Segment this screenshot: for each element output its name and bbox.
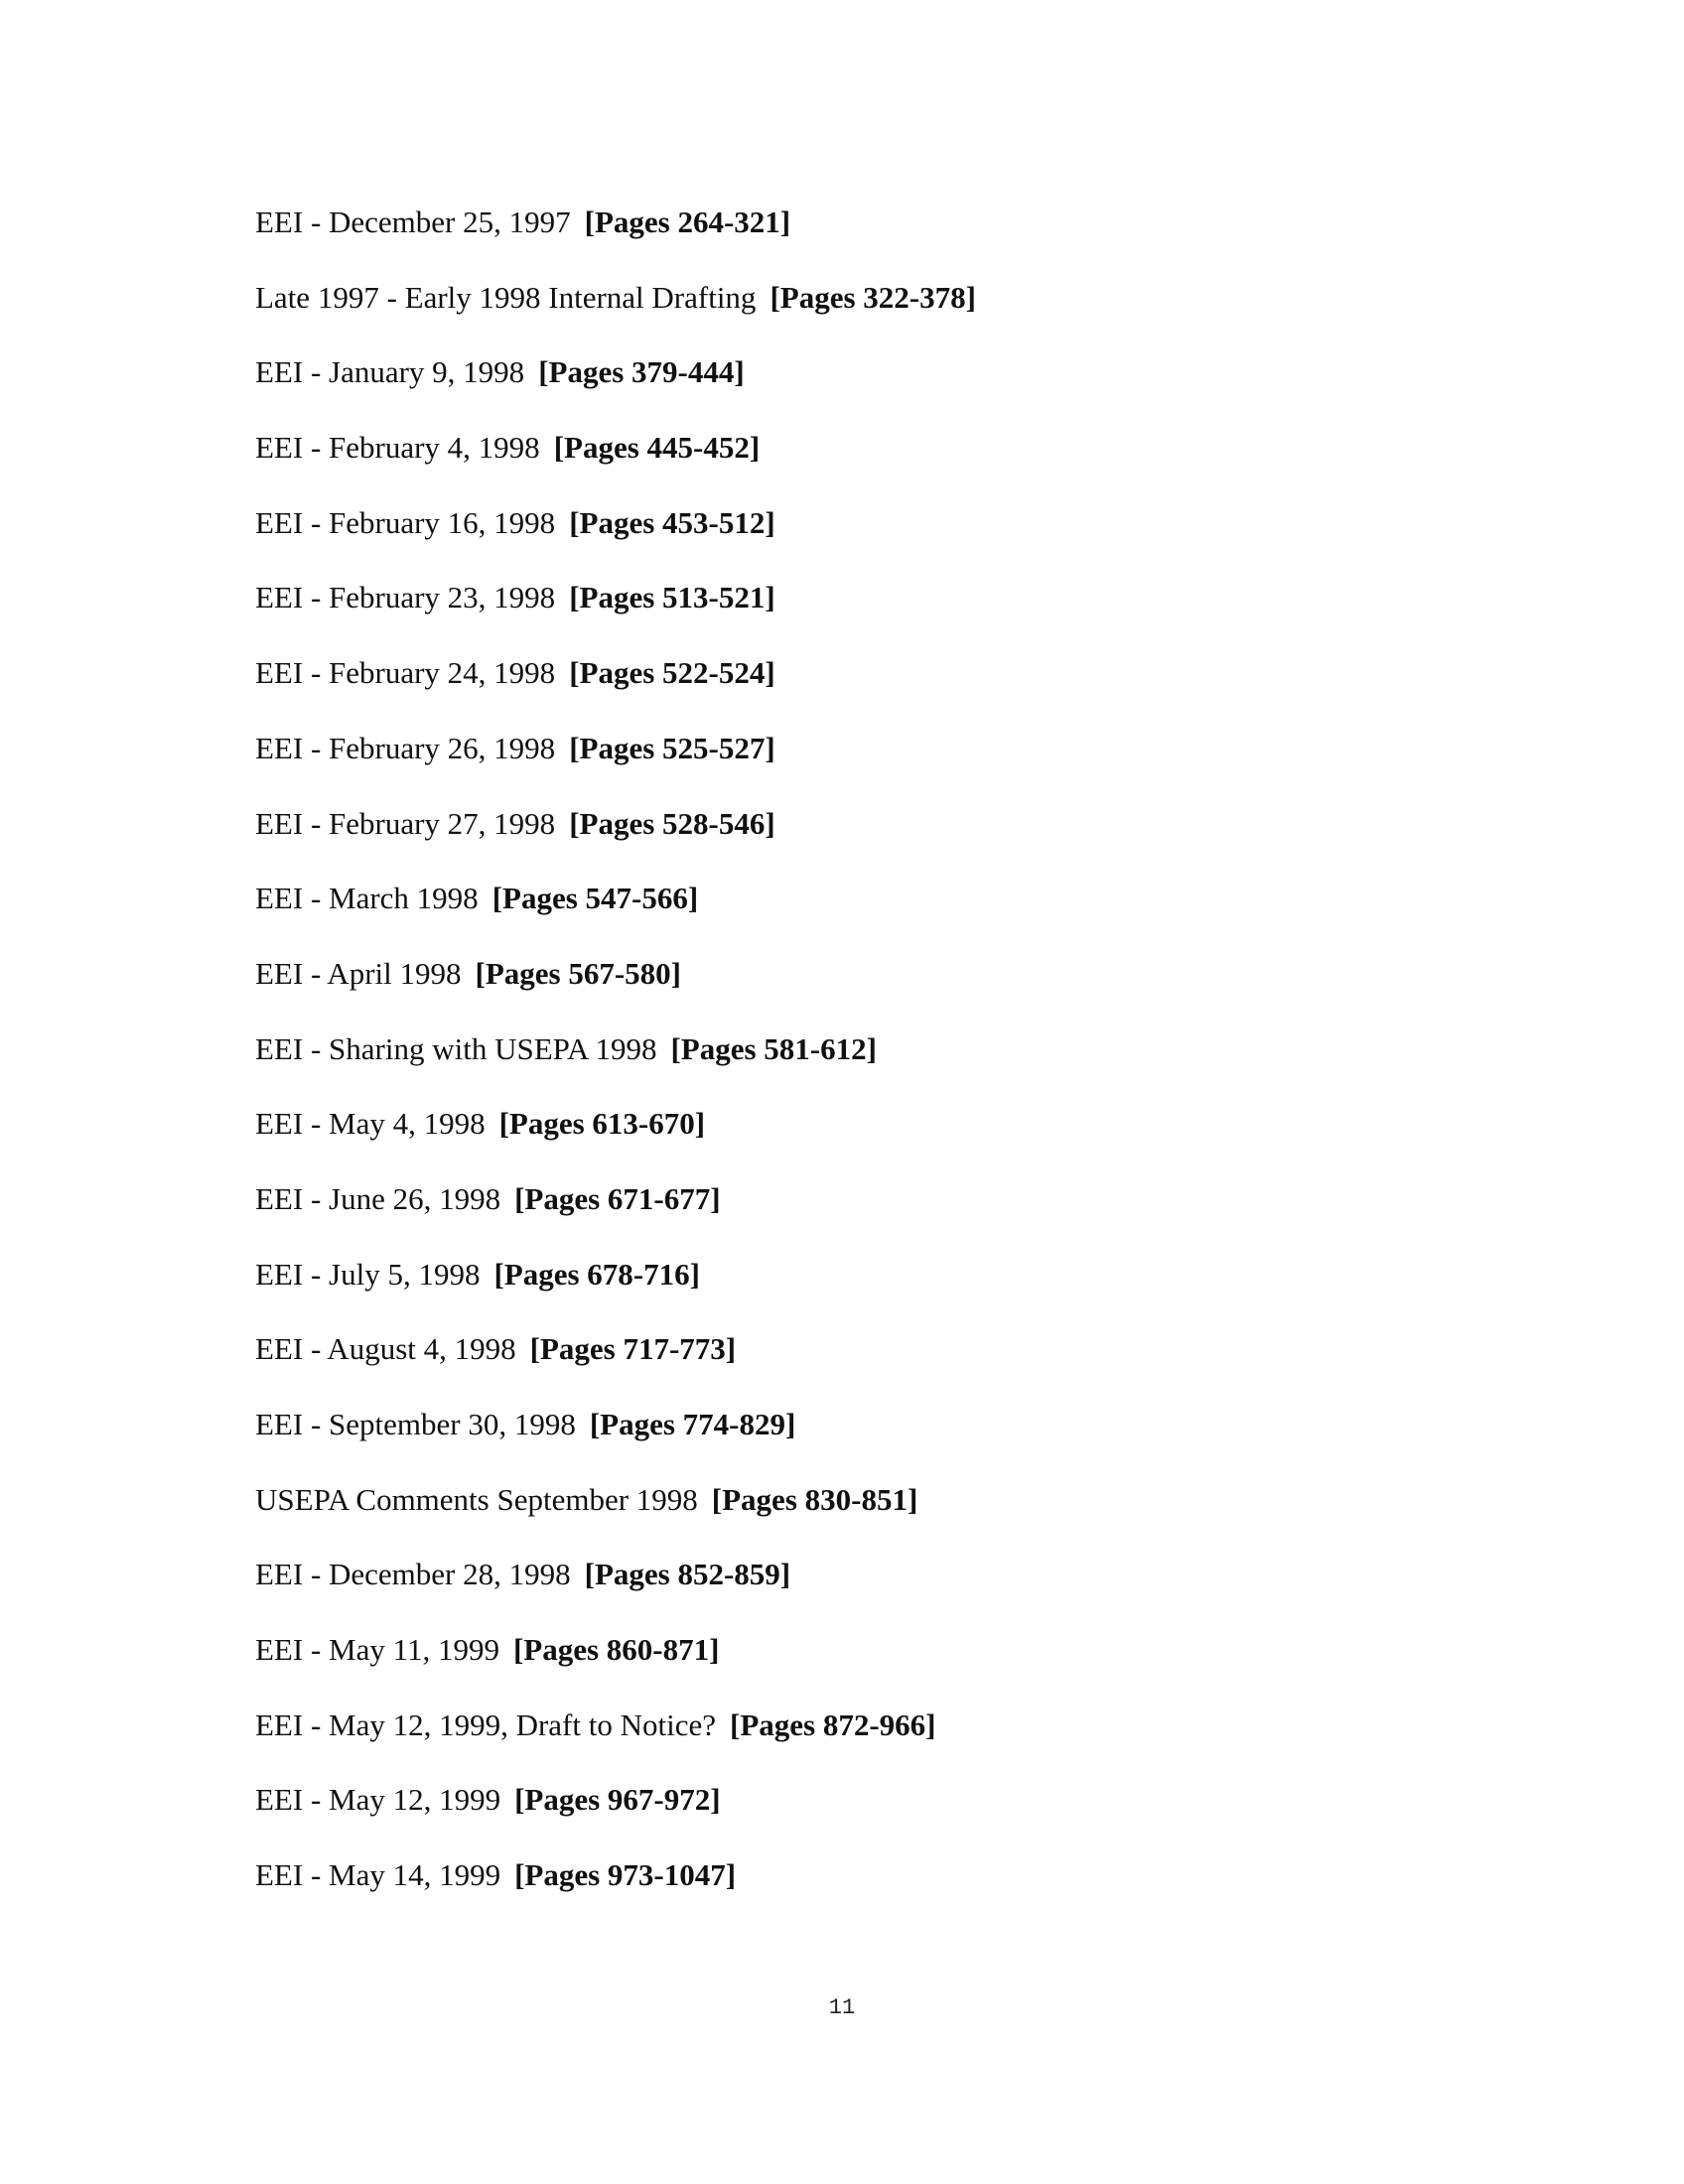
list-item	[255, 424, 1447, 499]
entry-label: EEI - January 9, 1998	[255, 354, 525, 390]
entry-label: EEI - May 12, 1999, Draft to Notice?	[255, 1706, 717, 1742]
entry-label: EEI - June 26, 1998	[255, 1180, 501, 1216]
list-item	[255, 1025, 1447, 1101]
entry-label: EEI - February 26, 1998	[255, 730, 556, 765]
entry-label: EEI - February 16, 1998	[255, 504, 556, 540]
entry-pages: [Pages 671-677]	[514, 1180, 721, 1216]
entry-label: EEI - April 1998	[255, 955, 462, 991]
page-number: 11	[828, 1995, 856, 2020]
entry-pages: [Pages 774-829]	[589, 1407, 796, 1441]
entry-pages: [Pages 973-1047]	[514, 1857, 737, 1893]
list-item	[255, 1175, 1447, 1251]
entry-label: EEI - February 24, 1998	[255, 655, 556, 691]
entry-label: EEI - December 25, 1997	[255, 205, 571, 239]
entry-label: EEI - July 5, 1998	[255, 1256, 481, 1292]
list-item	[255, 1100, 1447, 1175]
entry-label: EEI - August 4, 1998	[255, 1331, 516, 1367]
list-item	[255, 274, 1447, 349]
list-item	[255, 875, 1447, 950]
list-item	[255, 1626, 1447, 1702]
entry-pages: [Pages 528-546]	[569, 805, 775, 841]
list-item	[255, 1251, 1447, 1326]
list-item	[255, 199, 1447, 274]
list-item	[255, 800, 1447, 876]
entry-label: EEI - March 1998	[255, 881, 479, 916]
list-item	[255, 1851, 1447, 1927]
entry-label: EEI - February 27, 1998	[255, 805, 556, 841]
list-item	[255, 1325, 1447, 1401]
entry-pages: [Pages 547-566]	[491, 881, 699, 916]
list-item	[255, 1702, 1447, 1777]
list-item	[255, 574, 1447, 649]
list-item	[255, 1401, 1447, 1476]
entry-pages: [Pages 852-859]	[584, 1557, 791, 1592]
entry-label: EEI - May 14, 1999	[255, 1857, 501, 1893]
entry-pages: [Pages 860-871]	[512, 1632, 720, 1668]
list-item	[255, 1476, 1447, 1552]
entry-label: EEI - September 30, 1998	[255, 1407, 576, 1441]
entry-label: EEI - May 4, 1998	[255, 1106, 486, 1142]
list-item	[255, 348, 1447, 424]
entry-pages: [Pages 264-321]	[584, 205, 791, 239]
entry-pages: [Pages 678-716]	[493, 1256, 700, 1292]
entry-pages: [Pages 967-972]	[514, 1782, 721, 1818]
entry-label: EEI - February 23, 1998	[255, 580, 556, 615]
entry-pages: [Pages 581-612]	[670, 1030, 877, 1066]
entry-label: Late 1997 - Early 1998 Internal Drafting	[255, 279, 757, 315]
entry-pages: [Pages 613-670]	[498, 1106, 706, 1142]
entry-pages: [Pages 717-773]	[529, 1331, 737, 1367]
entry-label: EEI - February 4, 1998	[255, 430, 540, 466]
entry-label: EEI - December 28, 1998	[255, 1557, 571, 1592]
entry-pages: [Pages 872-966]	[730, 1706, 936, 1742]
entry-pages: [Pages 379-444]	[538, 354, 745, 390]
list-item	[255, 649, 1447, 725]
entry-label: EEI - May 12, 1999	[255, 1782, 501, 1818]
entry-label: EEI - Sharing with USEPA 1998	[255, 1030, 657, 1066]
list-item	[255, 725, 1447, 800]
list-item	[255, 1551, 1447, 1626]
entry-pages: [Pages 453-512]	[569, 504, 775, 540]
document-index-list	[255, 199, 1447, 1927]
list-item	[255, 950, 1447, 1025]
entry-pages: [Pages 522-524]	[569, 655, 775, 691]
entry-pages: [Pages 525-527]	[569, 730, 775, 765]
entry-pages: [Pages 513-521]	[569, 580, 775, 615]
list-item	[255, 1776, 1447, 1851]
entry-pages: [Pages 567-580]	[475, 955, 681, 991]
entry-pages: [Pages 322-378]	[770, 279, 976, 315]
entry-pages: [Pages 830-851]	[711, 1481, 918, 1517]
list-item	[255, 499, 1447, 575]
entry-label: USEPA Comments September 1998	[255, 1481, 698, 1517]
entry-label: EEI - May 11, 1999	[255, 1632, 499, 1668]
entry-pages: [Pages 445-452]	[553, 430, 761, 466]
